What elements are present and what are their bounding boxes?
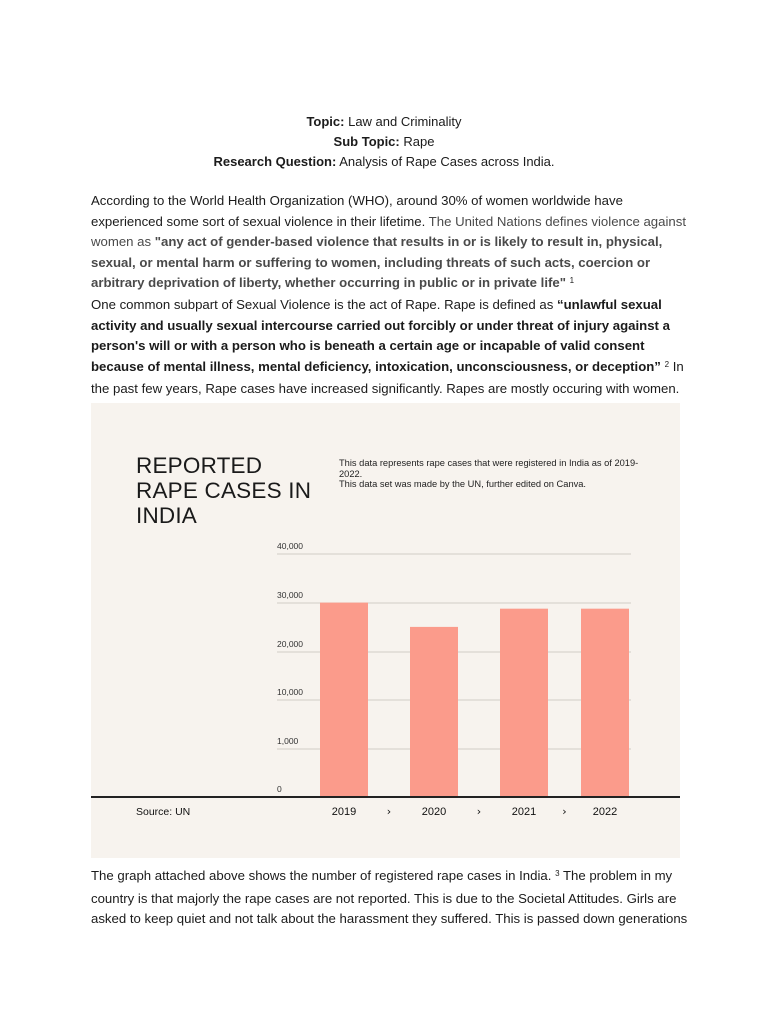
source-label: Source: UN — [136, 806, 191, 818]
bar-2021 — [500, 609, 548, 797]
x-tick-label-2020: 2020 — [421, 806, 447, 818]
outro-paragraph — [91, 866, 691, 930]
chevron-right-icon: › — [476, 805, 482, 818]
y-tick-label: 1,000 — [277, 736, 299, 746]
subtopic-label: Sub Topic: — [333, 134, 400, 149]
chevron-right-icon: › — [562, 805, 567, 818]
y-tick-label: 0 — [277, 784, 282, 794]
y-tick-label: 30,000 — [277, 590, 303, 600]
subtopic-value: Rape — [399, 134, 435, 149]
topic-value: Law and Criminality — [344, 114, 462, 129]
research-question-value: Analysis of Rape Cases across India. — [336, 154, 555, 169]
topic-label: Topic: — [306, 114, 345, 129]
y-tick-label: 10,000 — [277, 687, 303, 697]
bar-chart-svg — [91, 403, 680, 858]
topic-line — [0, 112, 768, 132]
x-tick-label-2019: 2019 — [331, 806, 357, 818]
research-question-label: Research Question: — [213, 154, 337, 169]
intro-paragraph-2 — [91, 295, 691, 400]
who-statement: According to the World Health Organization (WHO), around 30% of women worldwide have experienced some sort of sexual violence in their lifetime. — [91, 193, 623, 229]
x-tick-label-2022: 2022 — [592, 806, 618, 818]
bar-2019 — [320, 603, 368, 797]
y-tick-label: 40,000 — [277, 541, 303, 551]
rape-cases-chart — [91, 403, 680, 858]
footnote-2[interactable]: 2 — [664, 359, 670, 369]
bar-2022 — [581, 609, 629, 797]
footnote-1[interactable]: 1 — [569, 276, 575, 286]
rape-definition-intro: One common subpart of Sexual Violence is the act of Rape. Rape is defined as — [91, 297, 557, 312]
subtopic-line — [0, 132, 768, 152]
x-tick-label-2021: 2021 — [511, 806, 537, 818]
intro-paragraph-1 — [91, 191, 691, 296]
research-question-line — [0, 152, 768, 172]
un-definition-quote: "any act of gender-based violence that results in or is likely to result in, physical, sexual, or mental harm or suffering to women, including threats of such acts, coercion or arbitrary deprivation of liberty, whether occurring in public or in private life" — [91, 234, 663, 291]
rape-definition-quote: “unlawful sexual activity and usually sexual intercourse carried out forcibly or under threat of injury against a person's will or with a person who is beneath a certain age or incapable of valid consent because of mental illness, mental deficiency, intoxication, unconsciousness, or deception” — [91, 297, 670, 374]
footnote-3[interactable]: 3 — [555, 869, 560, 878]
rape-increase-statement: In the past few years, Rape cases have increased significantly. Rapes are mostly occuring with women. — [91, 358, 684, 397]
chart-note-line-2: This data set was made by the UN, further edited on Canva. — [339, 479, 587, 489]
societal-attitudes-text: The problem in my country is that majorly the rape cases are not reported. This is due to the Societal Attitudes. Girls are asked to keep quiet and not talk about the harassment they suffered. This is passed down generations — [91, 868, 688, 927]
chart-note-line-1: This data represents rape cases that were registered in India as of 2019-2022. — [339, 458, 639, 479]
bar-2020 — [410, 627, 458, 797]
un-definition-intro: The United Nations defines violence against women as — [91, 213, 686, 250]
y-tick-label: 20,000 — [277, 639, 303, 649]
chart-title: REPORTED RAPE CASES IN INDIA — [136, 453, 312, 528]
graph-reference: The graph attached above shows the number of registered rape cases in India. — [91, 868, 552, 883]
chevron-right-icon: › — [386, 805, 392, 818]
